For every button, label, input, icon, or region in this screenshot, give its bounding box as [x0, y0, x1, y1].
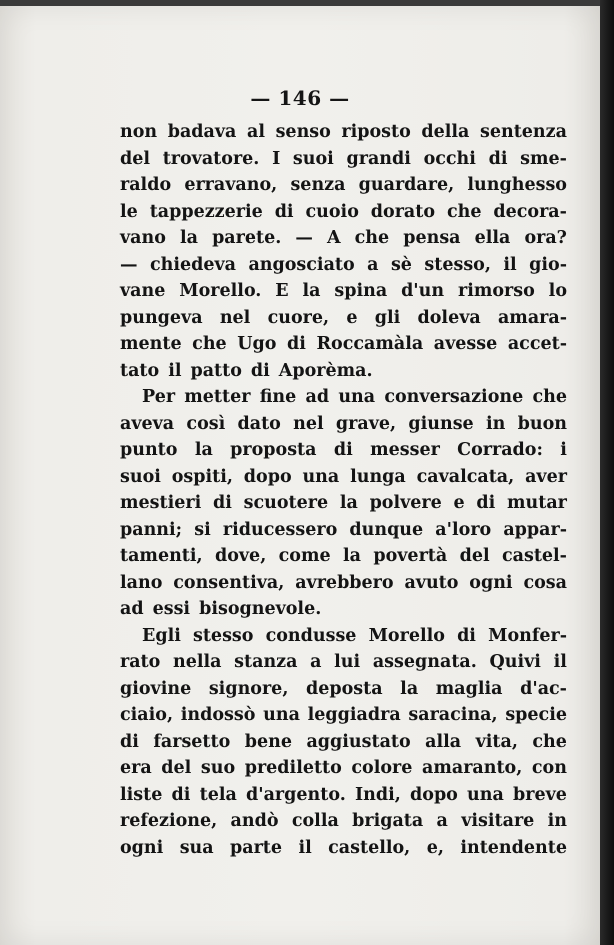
text-line: [120, 596, 567, 623]
word: ospiti,: [171, 466, 233, 487]
word: Roccamàla: [316, 334, 424, 354]
word: dato: [237, 413, 281, 434]
word: giunse: [408, 413, 474, 434]
text-line: [120, 172, 567, 199]
word: amara-: [497, 307, 567, 328]
word: d'ac-: [520, 678, 567, 699]
word: sentenza: [480, 122, 567, 142]
word: trovatore.: [162, 148, 260, 169]
word: Corrado:: [457, 440, 543, 460]
word: doleva: [417, 307, 481, 328]
word: a'loro: [435, 519, 492, 540]
word: parte: [230, 837, 283, 858]
word: ciaio,: [120, 705, 174, 725]
word: consentiva,: [173, 572, 285, 593]
text-line: [120, 490, 567, 517]
word: grandi: [346, 148, 411, 169]
word: di: [488, 148, 508, 169]
word: di: [274, 201, 294, 222]
word: Morello.: [179, 281, 262, 301]
word: una: [467, 784, 504, 805]
text-line: [120, 517, 567, 544]
word: non: [120, 122, 158, 142]
word: ogni: [469, 572, 513, 593]
word: lui: [334, 652, 361, 672]
text-line: [120, 623, 567, 650]
word: povertà: [373, 546, 448, 566]
word: appar-: [503, 519, 567, 540]
word: Quivi: [489, 652, 541, 672]
word: nella: [173, 652, 222, 672]
word: essi: [152, 599, 191, 619]
word: e: [346, 307, 358, 328]
word: giovine: [120, 678, 192, 699]
text-line: [120, 676, 567, 703]
word: di: [250, 360, 270, 381]
word: colla: [291, 811, 339, 831]
word: Ugo: [237, 334, 277, 354]
word: condusse: [265, 625, 357, 646]
word: dopo: [243, 466, 292, 487]
word: mestieri: [120, 493, 202, 513]
text-line: [120, 199, 567, 226]
text-line: [120, 835, 567, 862]
word: cavalcata,: [416, 466, 515, 487]
word: lo: [548, 281, 567, 301]
word: patto: [190, 360, 242, 381]
word: con: [531, 758, 567, 778]
word: ella: [474, 228, 511, 248]
word: Per: [142, 387, 176, 407]
word: che: [532, 731, 567, 752]
text-line: [120, 225, 567, 252]
word: stesso: [193, 625, 254, 646]
word: indossò: [180, 705, 256, 725]
text-line: [120, 782, 567, 809]
word: la: [400, 678, 419, 699]
word: occhi: [423, 148, 476, 169]
word: del: [459, 546, 490, 566]
word: polvere: [369, 493, 442, 513]
word: tamenti,: [120, 546, 203, 566]
word: cuore,: [267, 307, 330, 328]
word: amaranto,: [422, 758, 523, 778]
word: suoi: [120, 466, 161, 487]
word: assegnata.: [372, 652, 477, 672]
word: badava: [167, 122, 237, 142]
word: gli: [374, 307, 401, 328]
word: si: [194, 519, 211, 540]
word: angosciato: [248, 254, 355, 275]
word: in: [547, 811, 567, 831]
word: farsetto: [153, 731, 231, 752]
text-line: [120, 358, 567, 385]
word: stanza: [234, 652, 298, 672]
page-number: — 146 —: [250, 86, 350, 110]
word: sè: [390, 254, 412, 275]
word: i: [560, 440, 567, 460]
text-line: [120, 543, 567, 570]
word: grave,: [335, 413, 397, 434]
word: pungeva: [120, 307, 203, 328]
book-spine-shadow: [600, 0, 614, 945]
word: della: [421, 122, 470, 142]
word: conversazione: [384, 387, 524, 407]
word: il: [298, 837, 312, 858]
word: dorato: [370, 201, 436, 222]
word: scuotere: [243, 493, 329, 513]
word: una: [263, 705, 300, 725]
word: Aporèma.: [278, 360, 373, 381]
word: il: [553, 652, 567, 672]
word: del: [120, 148, 151, 169]
word: erravano,: [184, 175, 278, 195]
word: senza: [290, 175, 346, 195]
word: —: [295, 228, 313, 248]
word: nel: [219, 307, 251, 328]
word: Indi,: [354, 784, 401, 805]
word: cuoio: [305, 201, 359, 222]
text-line: [120, 649, 567, 676]
body-text: [120, 119, 567, 861]
text-line: [120, 146, 567, 173]
word: prediletto: [244, 758, 342, 778]
word: deposta: [306, 678, 383, 699]
word: bisognevole.: [199, 599, 322, 619]
text-line: [120, 437, 567, 464]
text-line: [120, 252, 567, 279]
word: al: [246, 122, 265, 142]
word: buon: [517, 413, 567, 434]
word: E: [275, 281, 289, 301]
word: pensa: [403, 228, 461, 248]
word: lunga: [350, 466, 406, 487]
word: vano: [120, 228, 166, 248]
book-page: [0, 6, 600, 945]
word: di: [457, 625, 476, 646]
word: del: [161, 758, 192, 778]
word: maglia: [435, 678, 503, 699]
word: metter: [184, 387, 251, 407]
text-line: [120, 119, 567, 146]
word: senso: [275, 122, 331, 142]
word: a: [367, 254, 379, 275]
word: avesse: [433, 334, 498, 354]
word: la: [302, 281, 321, 301]
word: riducessero: [222, 519, 338, 540]
word: in: [485, 413, 506, 434]
word: chiedeva: [149, 254, 236, 275]
word: ad: [305, 387, 330, 407]
word: stesso,: [424, 254, 491, 275]
text-line: [120, 570, 567, 597]
word: che: [354, 228, 390, 248]
word: dunque: [349, 519, 424, 540]
word: castello,: [328, 837, 411, 858]
word: parete.: [212, 228, 282, 248]
word: la: [339, 493, 358, 513]
word: proposta: [230, 440, 317, 460]
word: leggiadra: [307, 705, 401, 725]
word: specie: [505, 705, 567, 725]
word: guardare,: [358, 175, 455, 195]
text-line: [120, 305, 567, 332]
word: breve: [513, 784, 567, 805]
word: A: [326, 228, 341, 248]
word: signore,: [208, 678, 289, 699]
text-line: [120, 729, 567, 756]
word: I: [272, 148, 281, 169]
word: ad: [120, 599, 144, 619]
word: di: [287, 334, 306, 354]
word: d'un: [401, 281, 445, 301]
word: aggiustato: [306, 731, 411, 752]
word: tela: [199, 784, 237, 805]
word: punto: [120, 440, 178, 460]
text-line: [120, 411, 567, 438]
word: alla: [425, 731, 462, 752]
word: fine: [259, 387, 297, 407]
word: mente: [120, 334, 182, 354]
word: sua: [179, 837, 214, 858]
text-line: [120, 464, 567, 491]
word: mutar: [507, 493, 567, 513]
word: nel: [293, 413, 324, 434]
word: vane: [120, 281, 166, 301]
text-line: [120, 278, 567, 305]
word: decora-: [493, 201, 567, 222]
word: aveva: [120, 413, 175, 434]
word: era: [120, 758, 152, 778]
word: sme-: [520, 148, 567, 169]
word: tappezzerie: [149, 201, 263, 222]
word: bene: [244, 731, 292, 752]
word: cosa: [523, 572, 567, 593]
text-line: [120, 331, 567, 358]
word: una: [302, 466, 340, 487]
word: castel-: [501, 546, 567, 566]
word: dopo: [410, 784, 458, 805]
word: il: [503, 254, 517, 275]
word: refezione,: [120, 811, 218, 831]
word: Egli: [142, 625, 181, 646]
word: rato: [120, 652, 161, 672]
word: aver: [525, 466, 567, 487]
word: intendente: [460, 837, 567, 858]
text-line: [120, 702, 567, 729]
word: colore: [351, 758, 413, 778]
word: di: [212, 493, 232, 513]
word: a: [436, 811, 448, 831]
word: messer: [370, 440, 440, 460]
word: le: [120, 201, 138, 222]
word: ogni: [120, 837, 164, 858]
word: la: [179, 228, 198, 248]
word: accet-: [507, 334, 567, 354]
word: Monfer-: [488, 625, 567, 646]
text-line: [120, 755, 567, 782]
word: suo: [200, 758, 236, 778]
word: liste: [120, 784, 163, 805]
text-line: [120, 808, 567, 835]
word: avuto: [404, 572, 459, 593]
word: riposto: [341, 122, 411, 142]
word: una: [338, 387, 376, 407]
text-line: [120, 384, 567, 411]
word: di: [476, 493, 496, 513]
word: dove,: [214, 546, 267, 566]
word: rimorso: [457, 281, 535, 301]
word: gio-: [529, 254, 567, 275]
word: lunghesso: [467, 175, 567, 195]
word: Morello: [368, 625, 445, 646]
word: lano: [120, 572, 163, 593]
word: così: [186, 413, 226, 434]
word: come: [278, 546, 331, 566]
word: di: [333, 440, 353, 460]
word: di: [171, 784, 191, 805]
word: di: [120, 731, 139, 752]
word: la: [194, 440, 213, 460]
word: spina: [334, 281, 388, 301]
word: tato: [120, 360, 160, 381]
word: ora?: [524, 228, 567, 248]
word: suoi: [292, 148, 334, 169]
word: e,: [426, 837, 444, 858]
word: la: [343, 546, 361, 566]
word: il: [168, 360, 182, 381]
word: andò: [230, 811, 279, 831]
word: che: [192, 334, 227, 354]
word: a: [310, 652, 322, 672]
word: vita,: [475, 731, 518, 752]
word: che: [532, 387, 567, 407]
word: avrebbero: [295, 572, 394, 593]
word: saracina,: [408, 705, 498, 725]
word: panni;: [120, 519, 183, 540]
word: raldo: [120, 175, 172, 195]
word: visitare: [461, 811, 535, 831]
word: brigata: [352, 811, 424, 831]
word: d'argento.: [246, 784, 346, 805]
word: —: [120, 254, 138, 275]
word: e: [453, 493, 465, 513]
word: che: [446, 201, 482, 222]
